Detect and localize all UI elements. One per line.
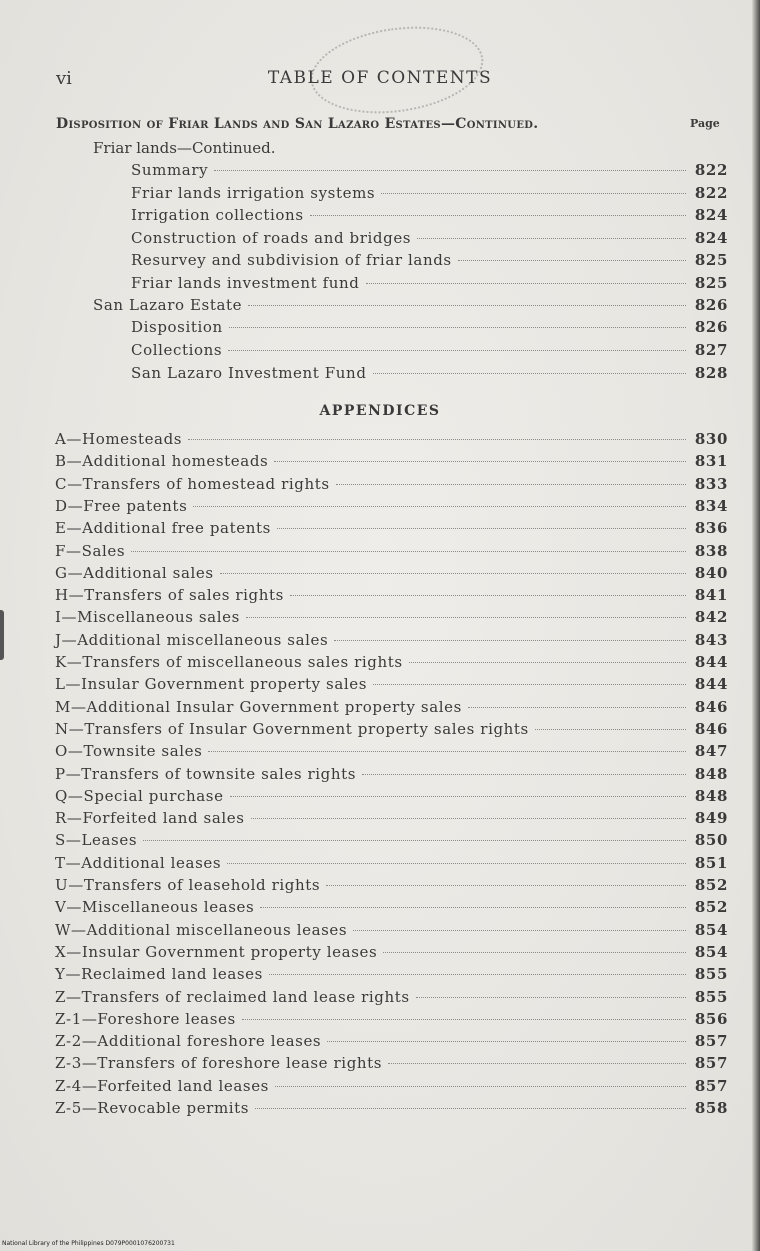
dot-leader (260, 907, 686, 908)
toc-entry-page: 847 (694, 742, 728, 761)
dot-leader (277, 528, 686, 529)
toc-entry-page: 857 (694, 1054, 728, 1073)
dot-leader (246, 617, 686, 618)
toc-entry-label: O—Townsite sales (55, 742, 203, 761)
toc-entry-page: 822 (694, 161, 728, 179)
toc-entry (55, 653, 728, 675)
toc-entry (55, 1054, 728, 1076)
dot-leader (143, 840, 686, 841)
toc-entry-label: I—Miscellaneous sales (55, 608, 240, 627)
toc-entry-page: 858 (694, 1099, 728, 1117)
toc-entry-label: M—Additional Insular Government property sales (55, 697, 462, 716)
toc-entry-label: V—Miscellaneous leases (55, 898, 255, 917)
toc-entry-label: Resurvey and subdivision of friar lands (131, 251, 452, 269)
toc-entry-label: W—Additional miscellaneous leases (55, 920, 348, 939)
dot-leader (535, 729, 686, 730)
toc-entry-page: 836 (694, 519, 728, 538)
toc-entry-page: 822 (694, 183, 728, 202)
dot-leader (336, 484, 686, 485)
toc-entry (131, 161, 728, 183)
toc-entry (55, 854, 728, 876)
dot-leader (373, 684, 686, 685)
dot-leader (310, 215, 686, 216)
toc-entry-label: G—Additional sales (55, 563, 214, 582)
toc-entry (55, 698, 728, 720)
toc-entry-page: 843 (694, 630, 728, 649)
toc-entry-label: Z—Transfers of reclaimed land lease rights (55, 987, 410, 1006)
toc-entry-page: 826 (694, 296, 728, 314)
toc-entry-page: 857 (694, 1032, 728, 1051)
toc-entry-page: 856 (694, 1009, 728, 1028)
dot-leader (416, 997, 686, 998)
toc-entry (55, 965, 728, 987)
toc-entry (131, 229, 728, 251)
dot-leader (131, 551, 686, 552)
dot-leader (362, 774, 686, 775)
dot-leader (248, 305, 686, 306)
toc-entry-label: Z-1—Foreshore leases (55, 1009, 236, 1028)
toc-entry (55, 876, 728, 898)
toc-entry-label: Z-5—Revocable permits (55, 1099, 250, 1117)
toc-entry (55, 452, 728, 474)
toc-entry (55, 1010, 728, 1032)
toc-entry-page: 850 (694, 831, 728, 850)
toc-entry (131, 206, 728, 228)
dot-leader (269, 974, 686, 975)
toc-entry-page: 838 (694, 541, 728, 560)
toc-entry-label: J—Additional miscellaneous sales (55, 630, 329, 649)
toc-entry-label: P—Transfers of townsite sales rights (55, 764, 357, 783)
dot-leader (468, 707, 686, 708)
toc-entry (55, 631, 728, 653)
dot-leader (255, 1108, 686, 1109)
dot-leader (251, 818, 686, 819)
toc-entry-page: 830 (694, 430, 728, 448)
dot-leader (188, 439, 686, 440)
toc-entry (55, 430, 728, 452)
toc-entry (55, 475, 728, 497)
toc-entry (55, 675, 728, 697)
toc-entry-label: Q—Special purchase (55, 786, 224, 805)
toc-entry (131, 364, 728, 386)
toc-entry-page: 848 (694, 764, 728, 783)
toc-entry-page: 852 (694, 898, 728, 917)
toc-entry-page: 855 (694, 987, 728, 1006)
toc-entry-page: 841 (694, 586, 728, 605)
toc-entry-label: K—Transfers of miscellaneous sales rights (55, 653, 403, 671)
toc-entry (55, 765, 728, 787)
toc-entry (55, 586, 728, 608)
toc-entry-label: C—Transfers of homestead rights (55, 474, 330, 493)
toc-entry (55, 564, 728, 586)
toc-entry-page: 844 (694, 675, 728, 694)
section-heading: Disposition of Friar Lands and San Lazaro Estates—Continued. (56, 116, 539, 132)
toc-entry-page: 826 (694, 318, 728, 336)
toc-entry-label: Friar lands investment fund (131, 273, 360, 292)
dot-leader (409, 662, 686, 663)
footer-attribution: National Library of the Philippines D079P0001076200731 (2, 1240, 175, 1247)
dot-leader (417, 238, 686, 239)
dot-leader (275, 1086, 686, 1087)
toc-entry-page: 824 (694, 228, 728, 247)
toc-entry (55, 809, 728, 831)
toc-entry-page: 828 (694, 364, 728, 382)
toc-entry-page: 846 (694, 697, 728, 716)
toc-entry-label: San Lazaro Investment Fund (131, 364, 367, 382)
toc-entry-label: Z-3—Transfers of foreshore lease rights (55, 1054, 383, 1073)
toc-entry (55, 519, 728, 541)
toc-entry-page: 852 (694, 876, 728, 894)
toc-entry-label: B—Additional homesteads (55, 452, 269, 471)
toc-entry-label: U—Transfers of leasehold rights (55, 876, 321, 894)
dot-leader (388, 1063, 686, 1064)
toc-entry-page: 827 (694, 341, 728, 359)
toc-entry (55, 742, 728, 764)
toc-entry-page: 854 (694, 942, 728, 961)
dot-leader (228, 350, 686, 351)
dot-leader (327, 1041, 686, 1042)
page-column-label: Page (690, 117, 720, 130)
toc-entry-label: N—Transfers of Insular Government property sales rights (55, 719, 529, 738)
toc-entry-label: Summary (131, 161, 209, 179)
toc-entry-label: T—Additional leases (55, 853, 222, 872)
toc-entry-label: H—Transfers of sales rights (55, 586, 284, 605)
dot-leader (229, 327, 686, 328)
toc-entry-label: A—Homesteads (55, 430, 183, 448)
toc-entry-page: 842 (694, 608, 728, 627)
toc-entry-page: 848 (694, 786, 728, 805)
toc-entry (131, 318, 728, 340)
dot-leader (227, 863, 686, 864)
toc-entry-page: 834 (694, 496, 728, 515)
toc-entry (55, 720, 728, 742)
subsection-heading: Friar lands—Continued. (93, 139, 276, 157)
toc-entry-page: 831 (694, 452, 728, 471)
toc-entry-label: Y—Reclaimed land leases (55, 965, 263, 984)
binding-mark (0, 610, 4, 660)
toc-entry-label: Construction of roads and bridges (131, 228, 412, 247)
dot-leader (230, 796, 686, 797)
toc-entry-label: S—Leases (55, 831, 138, 850)
toc-entry-page: 851 (694, 853, 728, 872)
toc-entry (131, 274, 728, 296)
toc-entry (55, 898, 728, 920)
toc-entry-label: X—Insular Government property leases (55, 942, 378, 961)
toc-entry-label: Z-4—Forfeited land leases (55, 1076, 269, 1095)
toc-entry-page: 854 (694, 920, 728, 939)
toc-entry-page: 825 (694, 251, 728, 269)
toc-entry (131, 184, 728, 206)
toc-entry (55, 1032, 728, 1054)
toc-entry-label: E—Additional free patents (55, 519, 271, 538)
toc-entry-page: 844 (694, 653, 728, 671)
toc-entry (55, 608, 728, 630)
toc-entry-page: 825 (694, 273, 728, 292)
book-spine-edge (752, 0, 760, 1251)
dot-leader (208, 751, 686, 752)
toc-entry-page: 833 (694, 474, 728, 493)
toc-entry (55, 497, 728, 519)
toc-entry-label: Irrigation collections (131, 206, 304, 224)
toc-entry (55, 787, 728, 809)
toc-entry-label: F—Sales (55, 541, 126, 560)
toc-entry (55, 943, 728, 965)
dot-leader (334, 640, 686, 641)
toc-entry-label: D—Free patents (55, 496, 188, 515)
toc-entry (131, 251, 728, 273)
toc-entry-page: 840 (694, 563, 728, 582)
toc-entry-label: Collections (131, 341, 223, 359)
dot-leader (326, 885, 686, 886)
dot-leader (366, 283, 687, 284)
dot-leader (214, 170, 686, 171)
toc-entry-page: 849 (694, 809, 728, 828)
toc-entry-page: 824 (694, 206, 728, 224)
toc-entry (55, 988, 728, 1010)
toc-entry-page: 857 (694, 1076, 728, 1095)
dot-leader (193, 506, 686, 507)
dot-leader (274, 461, 686, 462)
dot-leader (381, 193, 686, 194)
toc-entry (55, 1077, 728, 1099)
toc-entry-label: Disposition (131, 318, 223, 336)
page-title: TABLE OF CONTENTS (267, 68, 493, 88)
dot-leader (383, 952, 686, 953)
toc-entry (55, 921, 728, 943)
dot-leader (290, 595, 686, 596)
dot-leader (373, 373, 686, 374)
dot-leader (242, 1019, 686, 1020)
toc-entry-label: L—Insular Government property sales (55, 675, 368, 694)
toc-entry (131, 341, 728, 363)
toc-entry (55, 1099, 728, 1121)
toc-entry-page: 846 (694, 719, 728, 738)
toc-entry (93, 296, 728, 318)
toc-entry-label: R—Forfeited land sales (55, 809, 245, 828)
toc-entry-page: 855 (694, 965, 728, 984)
toc-entry-label: San Lazaro Estate (93, 296, 243, 314)
toc-entry-label: Friar lands irrigation systems (131, 183, 376, 202)
dot-leader (458, 260, 686, 261)
toc-entry (55, 542, 728, 564)
appendices-heading: APPENDICES (319, 403, 441, 419)
dot-leader (220, 573, 686, 574)
toc-entry-label: Z-2—Additional foreshore leases (55, 1032, 322, 1051)
dot-leader (353, 930, 686, 931)
toc-entry (55, 831, 728, 853)
page-number: vi (56, 68, 72, 89)
